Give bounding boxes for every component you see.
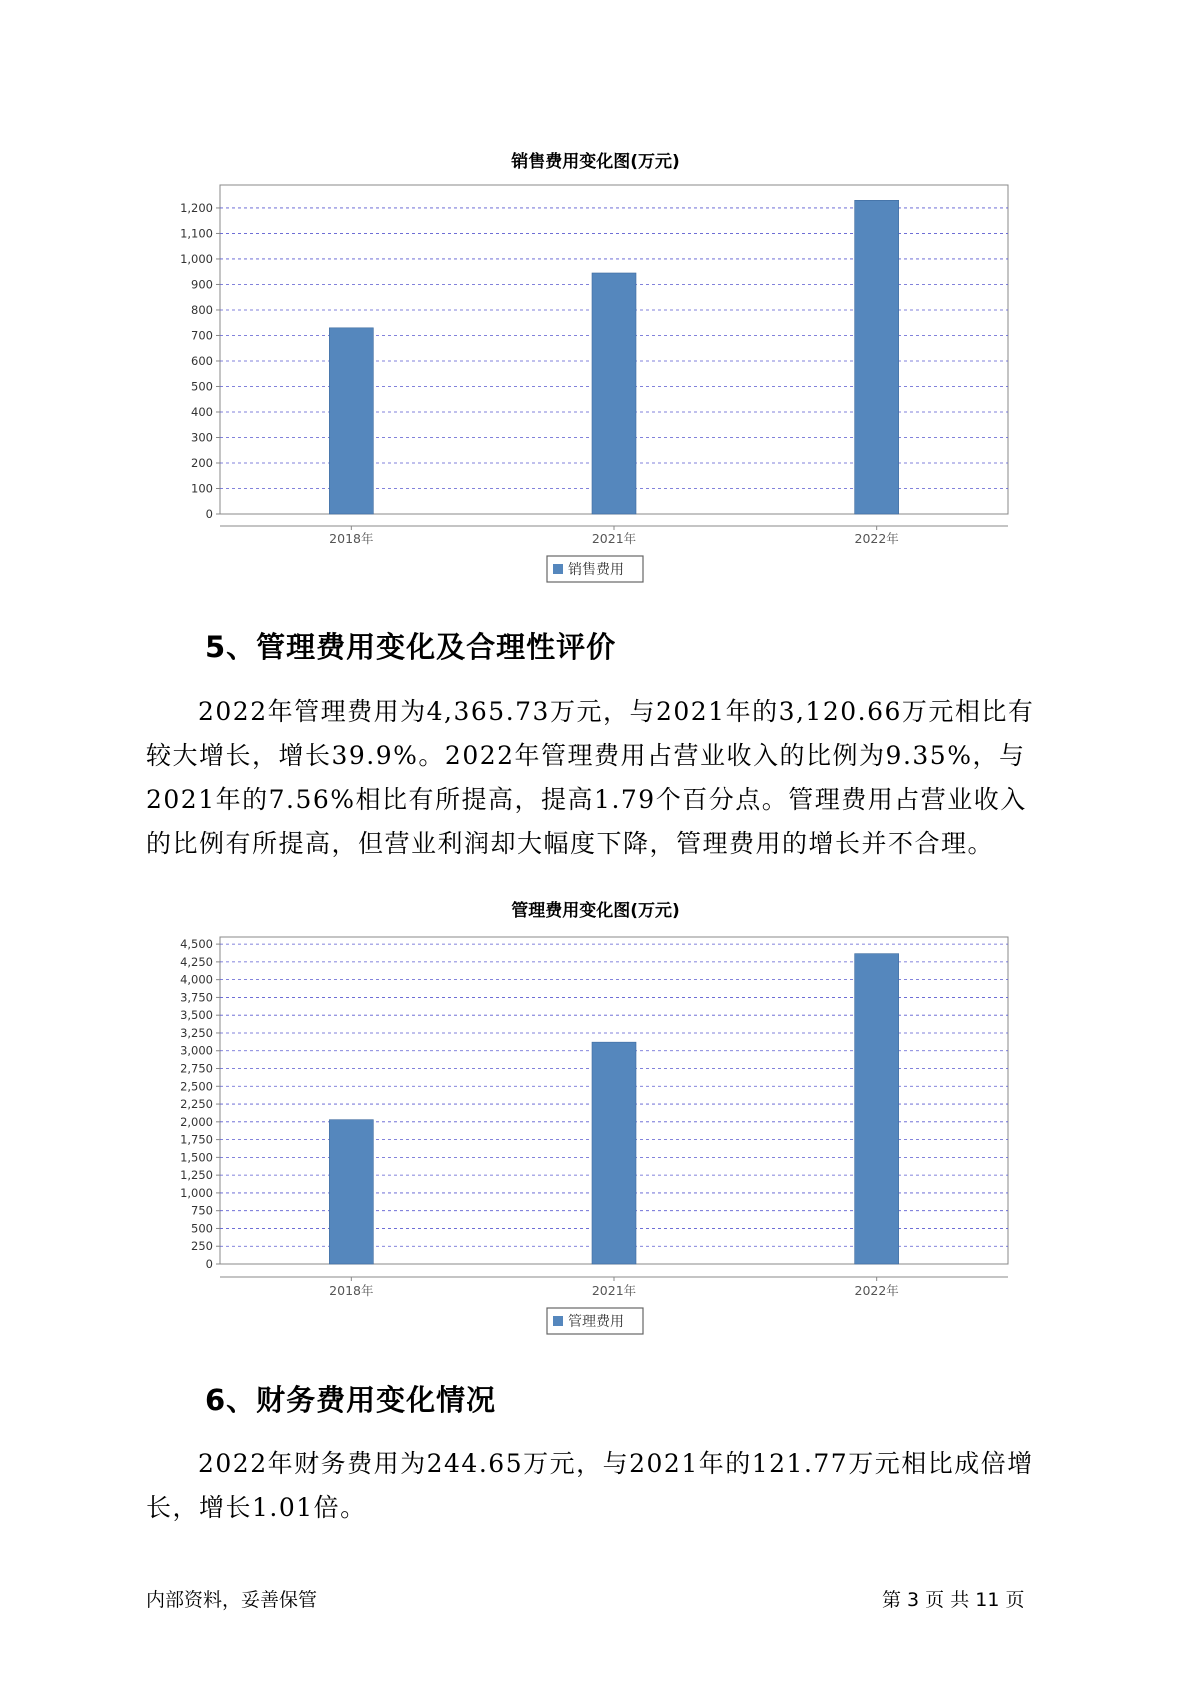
y-tick-label: 750 (191, 1203, 213, 1218)
x-tick-label: 2018年 (329, 1283, 374, 1298)
y-tick-label: 4,000 (180, 972, 213, 987)
y-tick-label: 800 (191, 302, 213, 317)
y-tick-label: 900 (191, 277, 213, 292)
y-tick-label: 4,250 (180, 954, 213, 969)
x-tick-label: 2021年 (591, 1283, 637, 1298)
bar (855, 200, 899, 514)
section-5-heading: 5、管理费用变化及合理性评价 (205, 630, 617, 664)
y-tick-label: 0 (205, 507, 213, 521)
bar (329, 1120, 373, 1264)
section-6-body: 2022年财务费用为244.65万元，与2021年的121.77万元相比成倍增长，增长1.01倍。 (146, 1449, 1034, 1522)
y-tick-label: 1,000 (180, 251, 213, 266)
y-tick-label: 400 (191, 404, 213, 419)
y-tick-label: 1,500 (180, 1150, 213, 1165)
y-tick-label: 2,250 (180, 1097, 213, 1112)
y-tick-label: 1,200 (180, 200, 213, 215)
y-tick-label: 3,500 (180, 1008, 213, 1023)
x-tick-label: 2022年 (854, 531, 899, 546)
admin-expense-chart (0, 890, 1191, 1350)
chart-title: 管理费用变化图(万元) (511, 901, 680, 921)
x-tick-label: 2021年 (591, 531, 637, 546)
y-tick-label: 700 (191, 328, 213, 343)
y-tick-label: 500 (191, 1221, 213, 1236)
y-tick-label: 4,500 (180, 937, 213, 952)
legend (547, 556, 643, 582)
legend (547, 1308, 643, 1334)
bar (329, 328, 373, 514)
y-tick-label: 250 (191, 1239, 213, 1254)
legend-label: 销售费用 (568, 562, 624, 578)
section-5-body: 2022年管理费用为4,365.73万元，与2021年的3,120.66万元相比有较大增长，增长39.9%。2022年管理费用占营业收入的比例为9.35%，与2021年的7.56%相比有所提高，提高1.79个百分点。管理费用占营业收入的比例有所提高，但营业利润却大幅度下降，管理费用的增长并不合理。 (146, 697, 1035, 858)
y-tick-label: 1,000 (180, 1185, 213, 1200)
y-tick-label: 3,000 (180, 1043, 213, 1058)
bar (592, 273, 636, 514)
footer-right: 第 3 页 共 11 页 (882, 1589, 1025, 1611)
y-tick-label: 0 (205, 1257, 213, 1271)
legend-swatch (553, 1316, 563, 1326)
y-tick-label: 1,100 (180, 226, 213, 241)
y-tick-label: 3,250 (180, 1025, 213, 1040)
chart-title: 销售费用变化图(万元) (511, 152, 680, 172)
y-tick-label: 2,000 (180, 1114, 213, 1129)
y-tick-label: 2,500 (180, 1079, 213, 1094)
y-tick-label: 200 (191, 455, 213, 470)
y-tick-label: 1,250 (180, 1168, 213, 1183)
y-tick-label: 2,750 (180, 1061, 213, 1076)
y-tick-label: 1,750 (180, 1132, 213, 1147)
y-tick-label: 3,750 (180, 990, 213, 1005)
x-tick-label: 2018年 (329, 531, 374, 546)
x-tick-label: 2022年 (854, 1283, 899, 1298)
section-6-heading: 6、财务费用变化情况 (205, 1383, 497, 1417)
footer-left: 内部资料，妥善保管 (146, 1589, 318, 1611)
y-tick-label: 100 (191, 481, 213, 496)
legend-label: 管理费用 (568, 1314, 624, 1330)
y-tick-label: 500 (191, 379, 213, 394)
y-tick-label: 300 (191, 430, 213, 445)
bar (855, 954, 899, 1264)
chart-svg (0, 138, 1191, 608)
bar (592, 1042, 636, 1264)
chart-svg (0, 890, 1191, 1350)
legend-swatch (553, 564, 563, 574)
sales-expense-chart (0, 138, 1191, 608)
y-tick-label: 600 (191, 353, 213, 368)
